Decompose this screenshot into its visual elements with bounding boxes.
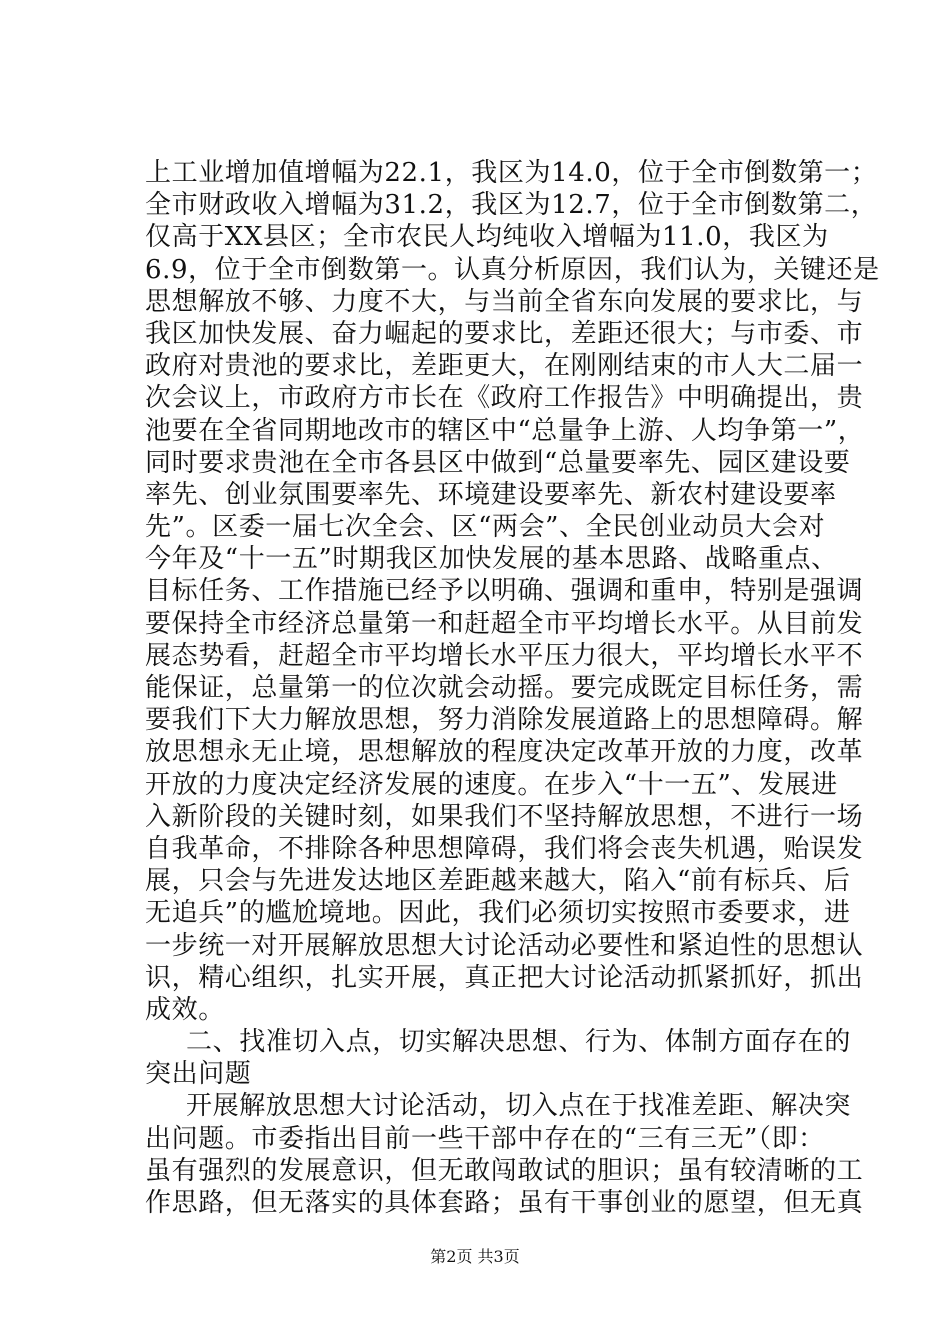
text-line: 池要在全省同期地改市的辖区中“总量争上游、人均争第一”， (145, 415, 865, 446)
text-line: 先”。区委一届七次全会、区“两会”、全民创业动员大会对 (145, 512, 826, 543)
text-line: 目标任务、工作措施已经予以明确、强调和重申，特别是强调 (145, 576, 864, 607)
text-line: 无追兵”的尴尬境地。因此，我们必须切实按照市委要求，进 (145, 898, 851, 929)
text-line: 自我革命，不排除各种思想障碍，我们将会丧失机遇，贻误发 (145, 833, 864, 864)
text-line: 仅高于XX县区；全市农民人均纯收入增幅为11.0，我区为 (145, 222, 829, 253)
text-line: 突出问题 (145, 1059, 252, 1090)
text-line: 放思想永无止境，思想解放的程度决定改革开放的力度，改革 (145, 737, 864, 768)
text-line: 上工业增加值增幅为22.1，我区为14.0，位于全市倒数第一； (145, 158, 878, 188)
text-line: 虽有强烈的发展意识，但无敢闯敢试的胆识；虽有较清晰的工 (145, 1155, 864, 1186)
text-line: 一步统一对开展解放思想大讨论活动必要性和紧迫性的思想认 (145, 930, 864, 961)
text-line: 我区加快发展、奋力崛起的要求比，差距还很大；与市委、市 (145, 318, 864, 349)
text-line: 同时要求贵池在全市各县区中做到“总量要率先、园区建设要 (145, 447, 851, 478)
text-line: 识，精心组织，扎实开展，真正把大讨论活动抓紧抓好，抓出 (145, 962, 864, 993)
text-line: 全市财政收入增幅为31.2，我区为12.7，位于全市倒数第二， (145, 190, 878, 221)
text-line: 开放的力度决定经济发展的速度。在步入“十一五”、发展进 (145, 769, 838, 800)
text-line: 思想解放不够、力度不大，与当前全省东向发展的要求比，与 (145, 286, 864, 317)
text-line: 今年及“十一五”时期我区加快发展的基本思路、战略重点、 (145, 544, 838, 575)
text-line: 能保证，总量第一的位次就会动摇。要完成既定目标任务，需 (145, 673, 864, 703)
text-line: 出问题。市委指出目前一些干部中存在的“三有三无”（即： (145, 1123, 825, 1154)
text-line: 率先、创业氛围要率先、环境建设要率先、新农村建设要率 (145, 479, 837, 510)
text-line: 展态势看，赶超全市平均增长水平压力很大，平均增长水平不 (145, 640, 864, 671)
text-line: 要保持全市经济总量第一和赶超全市平均增长水平。从目前发 (145, 608, 864, 639)
text-line: 开展解放思想大讨论活动，切入点在于找准差距、解决突 (186, 1091, 852, 1122)
text-line: 作思路，但无落实的具体套路；虽有干事创业的愿望，但无真 (145, 1188, 864, 1218)
text-line: 6.9，位于全市倒数第一。认真分析原因，我们认为，关键还是 (145, 254, 880, 285)
text-line: 入新阶段的关键时刻，如果我们不坚持解放思想，不进行一场 (145, 801, 864, 832)
page-footer: 第2页 共3页 (430, 1247, 520, 1266)
text-line: 展，只会与先进发达地区差距越来越大，陷入“前有标兵、后 (145, 866, 851, 897)
text-line: 次会议上，市政府方市长在《政府工作报告》中明确提出，贵 (145, 383, 864, 414)
text-line: 二、找准切入点，切实解决思想、行为、体制方面存在的 (186, 1027, 852, 1058)
text-line: 要我们下大力解放思想，努力消除发展道路上的思想障碍。解 (145, 705, 864, 736)
text-line: 成效。 (145, 994, 225, 1025)
text-line: 政府对贵池的要求比，差距更大，在刚刚结束的市人大二届一 (145, 351, 864, 382)
document-body (145, 157, 880, 1219)
